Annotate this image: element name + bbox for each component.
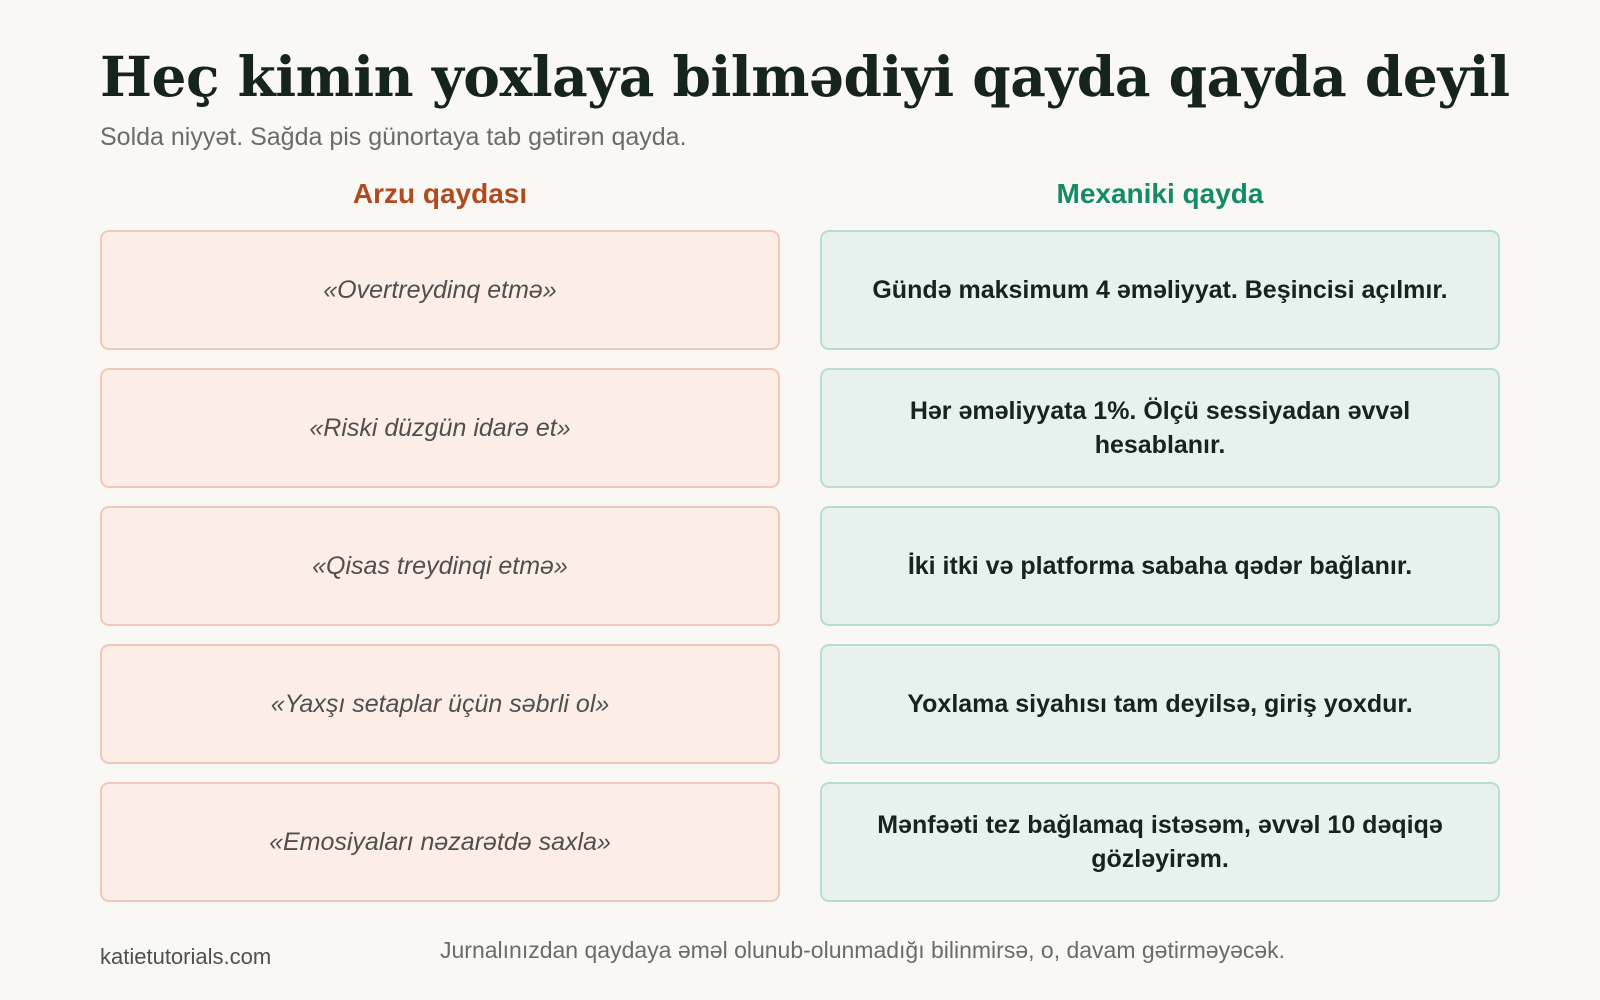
mechanical-rule-heading: Mexaniki qayda bbox=[1056, 178, 1264, 209]
mechanical-rule-text: Yoxlama siyahısı tam deyilsə, giriş yoxdur. bbox=[907, 690, 1413, 718]
mechanical-rule-card bbox=[820, 230, 1500, 350]
wish-rules-column bbox=[100, 230, 780, 902]
wish-rule-card bbox=[100, 644, 780, 764]
mechanical-rule-card bbox=[820, 644, 1500, 764]
mechanical-rule-text: Gündə maksimum 4 əməliyyat. Beşincisi açılmır. bbox=[872, 276, 1448, 304]
footer-note: Jurnalınızdan qaydaya əməl olunub-olunmadığı bilinmirsə, o, davam gətirməyəcək. bbox=[440, 937, 1286, 963]
wish-rule-card bbox=[100, 506, 780, 626]
wish-rule-card bbox=[100, 230, 780, 350]
site-credit: katietutorials.com bbox=[100, 944, 272, 969]
mechanical-rules-column bbox=[820, 230, 1500, 902]
mechanical-rule-text: Mənfəəti tez bağlamaq istəsəm, əvvəl 10 dəqiqə gözləyirəm. bbox=[877, 811, 1443, 873]
wish-rule-heading: Arzu qaydası bbox=[352, 178, 528, 209]
mechanical-rule-card bbox=[820, 368, 1500, 488]
wish-rule-text: «Emosiyaları nəzarətdə saxla» bbox=[269, 828, 611, 856]
wish-rule-text: «Qisas treydinqi etmə» bbox=[312, 552, 568, 580]
wish-rule-text: «Riski düzgün idarə et» bbox=[309, 414, 571, 442]
mechanical-rule-card bbox=[820, 506, 1500, 626]
wish-rule-card bbox=[100, 368, 780, 488]
wish-rule-text: «Overtreydinq etmə» bbox=[323, 276, 557, 304]
wish-rule-card bbox=[100, 782, 780, 902]
page-title: Heç kimin yoxlaya bilmədiyi qayda qayda deyil bbox=[100, 44, 1510, 109]
mechanical-rule-card bbox=[820, 782, 1500, 902]
mechanical-rule-text: Hər əməliyyata 1%. Ölçü sessiyadan əvvəl hesablanır. bbox=[909, 397, 1411, 459]
mechanical-rule-text: İki itki və platforma sabaha qədər bağlanır. bbox=[907, 552, 1413, 580]
page-subtitle: Solda niyyət. Sağda pis günortaya tab gətirən qayda. bbox=[100, 123, 687, 151]
wish-rule-text: «Yaxşı setaplar üçün səbrli ol» bbox=[270, 690, 610, 718]
